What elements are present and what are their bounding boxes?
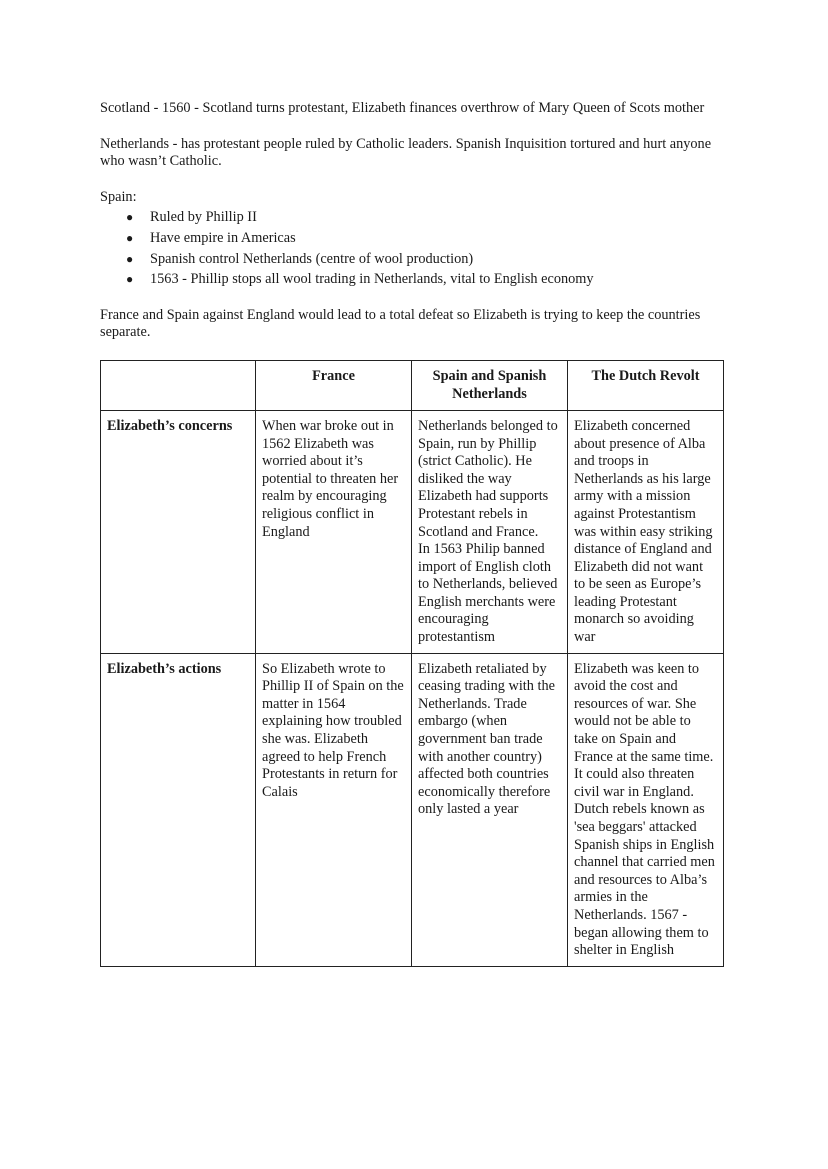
list-item: [100, 271, 724, 289]
bullet-icon: ●: [126, 230, 134, 245]
list-item: [100, 230, 724, 248]
table-cell: Elizabeth concerned about presence of Alba and troops in Netherlands as his large army with a mission against Protestantism was within easy striking distance of England and Elizabeth did not want to be seen as Europe’s leading Protestant monarch so avoiding war: [568, 410, 724, 653]
table-row: [101, 653, 724, 966]
header-cell-dutch-revolt: The Dutch Revolt: [568, 360, 724, 410]
list-item-text: Spanish control Netherlands (centre of wool production): [150, 250, 474, 267]
list-item: [100, 251, 724, 269]
row-label-concerns: Elizabeth’s concerns: [101, 410, 256, 653]
list-item-text: Ruled by Phillip II: [150, 209, 257, 226]
table-cell: Elizabeth retaliated by ceasing trading with the Netherlands. Trade embargo (when government ban trade with another country) affected both countries economically therefore only lasted a year: [412, 653, 568, 966]
bullet-icon: ●: [126, 251, 134, 266]
header-cell-empty: [101, 360, 256, 410]
table-cell: So Elizabeth wrote to Phillip II of Spain on the matter in 1564 explaining how troubled she was. Elizabeth agreed to help French Protestants in return for Calais: [256, 653, 412, 966]
row-label-actions: Elizabeth’s actions: [101, 653, 256, 966]
list-item-text: Have empire in Americas: [150, 229, 296, 246]
table-header-row: [101, 360, 724, 410]
header-cell-france: France: [256, 360, 412, 410]
table-cell: When war broke out in 1562 Elizabeth was worried about it’s potential to threaten her realm by encouraging religious conflict in England: [256, 410, 412, 653]
table-cell: Elizabeth was keen to avoid the cost and resources of war. She would not be able to take on Spain and France at the same time. It could also threaten civil war in England. Dutch rebels known as 'sea beggars' attacked Spanish ships in English channel that carried men and resources to Alba’s armies in the Netherlands. 1567 - began allowing them to shelter in English: [568, 653, 724, 966]
document-page: [100, 100, 724, 967]
bullet-icon: ●: [126, 210, 134, 225]
scotland-paragraph: Scotland - 1560 - Scotland turns protestant, Elizabeth finances overthrow of Mary Queen of Scots mother: [100, 100, 705, 116]
cell-text: Netherlands belonged to Spain, run by Phillip (strict Catholic). He disliked the way Elizabeth had supports Protestant rebels in Scotland and France.: [418, 417, 558, 540]
table-cell: [412, 410, 568, 653]
netherlands-paragraph: Netherlands - has protestant people ruled by Catholic leaders. Spanish Inquisition tortured and hurt anyone who wasn’t Catholic.: [100, 135, 712, 170]
conclusion-paragraph: France and Spain against England would lead to a total defeat so Elizabeth is trying to keep the countries separate.: [100, 306, 701, 341]
list-item-text: 1563 - Phillip stops all wool trading in Netherlands, vital to English economy: [150, 271, 594, 288]
header-cell-spain: Spain and Spanish Netherlands: [412, 360, 568, 410]
comparison-table: [100, 360, 724, 967]
list-item: [100, 209, 724, 227]
cell-text: In 1563 Philip banned import of English cloth to Netherlands, believed English merchants were encouraging protestantism: [418, 541, 558, 646]
spain-bullet-list: [100, 209, 724, 288]
spain-heading: Spain:: [100, 188, 137, 205]
bullet-icon: ●: [126, 272, 134, 287]
table-row: [101, 410, 724, 653]
